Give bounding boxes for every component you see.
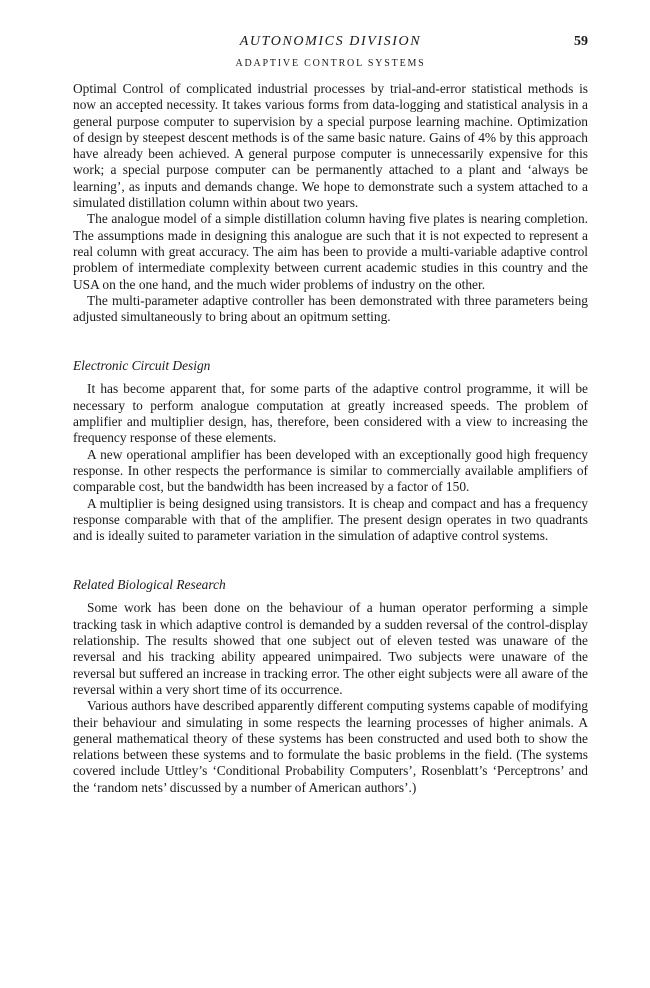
paragraph: A new operational amplifier has been developed with an exceptionally good high frequency response. In other respects the performance is similar to commercially available amplifiers of comparable cost, but the bandwidth has been increased by a factor of 150. bbox=[73, 446, 588, 495]
section-heading: Related Biological Research bbox=[73, 577, 226, 593]
intro-section bbox=[73, 81, 588, 325]
running-title: AUTONOMICS DIVISION bbox=[239, 34, 422, 49]
paragraph: The analogue model of a simple distillation column having five plates is nearing completion. The assumptions made in designing this analogue are such that it is not expected to represent a real column with great accuracy. The aim has been to provide a multi-variable adaptive control problem of intermediate complexity between current academic studies in this country and the USA on the one hand, and the much wider problems of industry on the other. bbox=[73, 211, 588, 292]
biological-research-section bbox=[73, 577, 588, 796]
paragraph: A multiplier is being designed using transistors. It is cheap and compact and has a frequency response comparable with that of the amplifier. The present design operates in two quadrants and is ideally suited to parameter variation in the simulation of adaptive control systems. bbox=[73, 495, 588, 544]
section-title: ADAPTIVE CONTROL SYSTEMS bbox=[235, 58, 426, 69]
section-heading: Electronic Circuit Design bbox=[73, 358, 211, 374]
paragraph: Some work has been done on the behaviour of a human operator performing a simple tracking task in which adaptive control is demanded by a sudden reversal of the control-display relationship. The results showed that one subject out of eleven tested was unaware of the reversal and his tracking ability appeared unimpaired. Two subjects were unaware of the reversal but suffered an increase in tracking error. The other eight subjects were all aware of the reversal within a very short time of its occurrence. bbox=[73, 600, 588, 697]
paragraph: Optimal Control of complicated industrial processes by trial-and-error statistical methods is now an accepted necessity. It takes various forms from data-logging and statistical analysis in a general purpose computer to supervision by a special purpose learning machine. Optimization of design by steepest descent methods is of the same basic nature. Gains of 4% by this approach have already been achieved. A general purpose computer is unnecessarily expensive for this work; a special purpose computer can be permanently attached to a plant and ‘always be learning’, as inputs and demands change. We hope to demonstrate such a system attached to a simulated distillation column within about two years. bbox=[73, 81, 588, 211]
paragraph: It has become apparent that, for some parts of the adaptive control programme, it will be necessary to perform analogue computation at greatly increased speeds. The problem of amplifier and multiplier design, has, therefore, been considered with a view to increasing the frequency response of these elements. bbox=[73, 381, 588, 446]
document-page bbox=[73, 30, 588, 796]
page-number: 59 bbox=[574, 34, 588, 49]
paragraph: Various authors have described apparently different computing systems capable of modifying their behaviour and simulating in some respects the learning processes of higher animals. A general mathematical theory of these systems has been constructed and used both to show the relations between these systems and to formulate the basic problems in the field. (The systems covered include Uttley’s ‘Conditional Probability Computers’, Rosenblatt’s ‘Perceptrons’ and the ‘random nets’ discussed by a number of American authors’.) bbox=[73, 698, 588, 795]
paragraph: The multi-parameter adaptive controller has been demonstrated with three parameters being adjusted simultaneously to bring about an opitmum setting. bbox=[73, 292, 588, 325]
running-header bbox=[73, 30, 588, 52]
electronic-circuit-section bbox=[73, 358, 588, 544]
